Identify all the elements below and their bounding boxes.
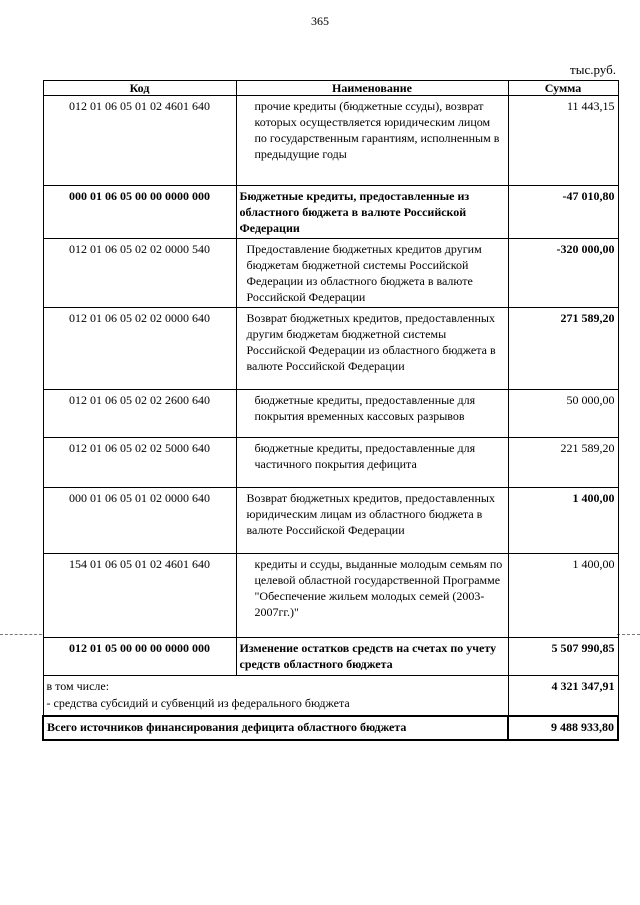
row-code: 000 01 06 05 01 02 0000 640 bbox=[43, 488, 236, 554]
including-row bbox=[43, 676, 618, 716]
row-code: 012 01 05 00 00 00 0000 000 bbox=[43, 638, 236, 676]
row-name: прочие кредиты (бюджетные ссуды), возврат которых осуществляется юридическим лицом по государственным гарантиям, исполненным в предыдущие годы bbox=[236, 96, 508, 186]
table-row bbox=[43, 554, 618, 638]
row-code: 012 01 06 05 02 02 2600 640 bbox=[43, 390, 236, 438]
units-label: тыс.руб. bbox=[570, 62, 616, 77]
including-sum: 4 321 347,91 bbox=[508, 676, 618, 716]
row-sum: 1 400,00 bbox=[508, 488, 618, 554]
page-number: 365 bbox=[311, 14, 329, 28]
row-code: 012 01 06 05 01 02 4601 640 bbox=[43, 96, 236, 186]
column-header-code: Код bbox=[43, 81, 236, 96]
row-name: бюджетные кредиты, предоставленные для покрытия временных кассовых разрывов bbox=[236, 390, 508, 438]
column-header-sum: Сумма bbox=[508, 81, 618, 96]
fold-line-left bbox=[0, 634, 42, 635]
row-name: Изменение остатков средств на счетах по учету средств областного бюджета bbox=[236, 638, 508, 676]
total-sum: 9 488 933,80 bbox=[508, 716, 618, 740]
row-name: кредиты и ссуды, выданные молодым семьям по целевой областной государственной Программе "Обеспечение жильем молодых семей (2003-2007гг.)" bbox=[236, 554, 508, 638]
row-sum: 1 400,00 bbox=[508, 554, 618, 638]
including-label bbox=[43, 676, 508, 716]
table-row bbox=[43, 390, 618, 438]
row-code: 012 01 06 05 02 02 0000 640 bbox=[43, 308, 236, 390]
row-code: 000 01 06 05 00 00 0000 000 bbox=[43, 186, 236, 239]
budget-table bbox=[42, 80, 619, 741]
table-header-row bbox=[43, 81, 618, 96]
row-name: Бюджетные кредиты, предоставленные из областного бюджета в валюте Российской Федерации bbox=[236, 186, 508, 239]
row-name: Предоставление бюджетных кредитов другим бюджетам бюджетной системы Российской Федерации из областного бюджета в валюте Российской Федерации bbox=[236, 239, 508, 308]
table-row bbox=[43, 186, 618, 239]
table-row bbox=[43, 638, 618, 676]
row-name: Возврат бюджетных кредитов, предоставленных другим бюджетам бюджетной системы Российской Федерации из областного бюджета в валюте Российской Федерации bbox=[236, 308, 508, 390]
table-row bbox=[43, 438, 618, 488]
column-header-name: Наименование bbox=[236, 81, 508, 96]
total-row bbox=[43, 716, 618, 740]
row-sum: -320 000,00 bbox=[508, 239, 618, 308]
row-code: 012 01 06 05 02 02 0000 540 bbox=[43, 239, 236, 308]
row-sum: 5 507 990,85 bbox=[508, 638, 618, 676]
total-label: Всего источников финансирования дефицита областного бюджета bbox=[43, 716, 508, 740]
row-name: Возврат бюджетных кредитов, предоставленных юридическим лицам из областного бюджета в валюте Российской Федерации bbox=[236, 488, 508, 554]
table-row bbox=[43, 308, 618, 390]
row-sum: 271 589,20 bbox=[508, 308, 618, 390]
fold-line-right bbox=[617, 634, 640, 635]
row-sum: 11 443,15 bbox=[508, 96, 618, 186]
row-sum: 221 589,20 bbox=[508, 438, 618, 488]
row-code: 154 01 06 05 01 02 4601 640 bbox=[43, 554, 236, 638]
row-code: 012 01 06 05 02 02 5000 640 bbox=[43, 438, 236, 488]
table-row bbox=[43, 239, 618, 308]
including-line-2: - средства субсидий и субвенций из федерального бюджета bbox=[46, 696, 350, 710]
including-line-1: в том числе: bbox=[46, 679, 110, 693]
table-row bbox=[43, 96, 618, 186]
row-name: бюджетные кредиты, предоставленные для частичного покрытия дефицита bbox=[236, 438, 508, 488]
row-sum: -47 010,80 bbox=[508, 186, 618, 239]
row-sum: 50 000,00 bbox=[508, 390, 618, 438]
table-row bbox=[43, 488, 618, 554]
